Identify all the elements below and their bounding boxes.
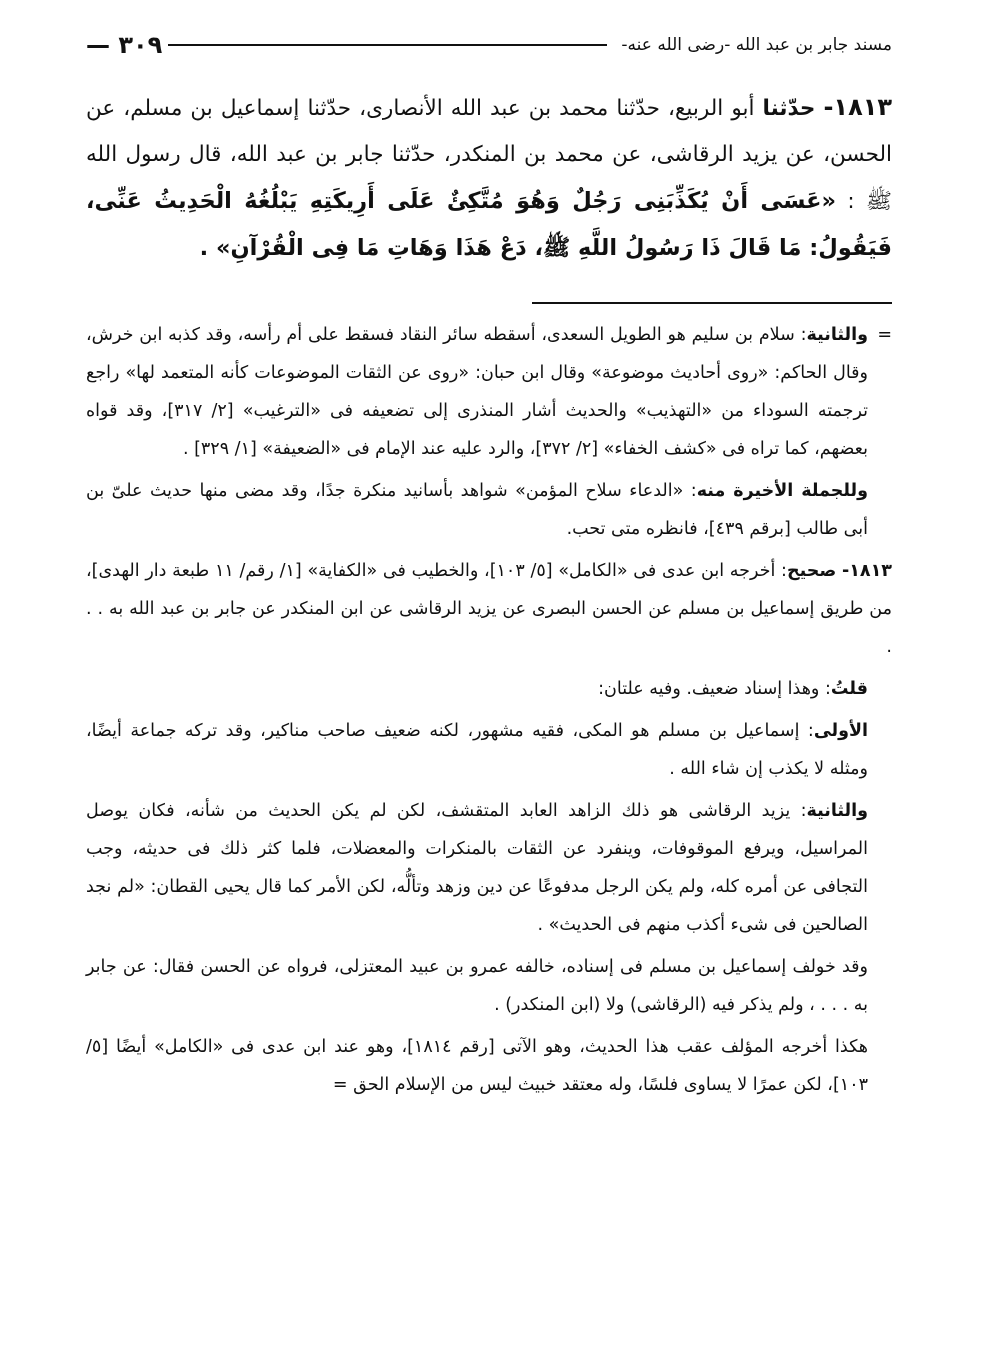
footnote-paragraph — [86, 316, 892, 468]
footnote-lead: الأولى — [813, 721, 868, 741]
footnote-paragraph — [86, 712, 892, 788]
hadith-block — [86, 84, 892, 272]
footnote-paragraph — [86, 792, 892, 944]
footnote-text: : أخرجه ابن عدى فى «الكامل» [٥/ ١٠٣]، والخطيب فى «الكفاية» [١/ رقم/ ١١ طبعة دار الهدى]، من طريق إسماعيل بن مسلم عن الحسن البصرى عن يزيد الرقاشى عن ابن المنكدر عن جابر بن عبد الله به . . . — [86, 561, 892, 657]
footnote-paragraph — [86, 472, 892, 548]
hadith-isnad: أبو الربيع، حدّثنا محمد بن عبد الله الأنصارى، حدّثنا إسماعيل بن مسلم، عن الحسن، عن يزيد الرقاشى، عن محمد بن المنكدر، حدّثنا جابر بن عبد الله، قال رسول الله ﷺ : — [86, 96, 892, 214]
running-title: مسند جابر بن عبد الله -رضى الله عنه- — [621, 35, 892, 55]
footnote-paragraph — [86, 1028, 892, 1104]
footnote-paragraph — [86, 948, 892, 1024]
footnote-lead: والثانية — [806, 801, 868, 821]
footnote-lead: وللجملة الأخيرة منه — [696, 481, 868, 501]
header-rule — [168, 44, 607, 46]
footnote-text: : يزيد الرقاشى هو ذلك الزاهد العابد المتقشف، لكن لم يكن الحديث من شأنه، فكان يوصل المراسيل، ويرفع الموقوفات، وينفرد عن الثقات بالمنكرات والمعضلات، فلما كثر ذلك فى حديثه، وجب التجافى عن أمره كله، ولم يكن الرجل مدفوعًا عن دين وزهد وتألُّه، لكن الأمر كما قال يحيى القطان: «لم نجد الصالحين فى شىء أكذب منهم فى الحديث» . — [86, 801, 868, 935]
hadith-matn: «عَسَى أَنْ يُكَذِّبَنِى رَجُلٌ وَهُوَ مُتَّكِئٌ عَلَى أَرِيكَتِهِ يَبْلُغُهُ الْحَدِيثُ عَنِّى، فَيَقُولُ: مَا قَالَ ذَا رَسُولُ اللَّهِ ﷺ، دَعْ هَذَا وَهَاتِ مَا فِى الْقُرْآنِ» . — [86, 188, 892, 261]
page-number: ٣٠٩ — — [86, 31, 163, 59]
footnote-text: : سلام بن سليم هو الطويل السعدى، أسقطه سائر النقاد فسقط على أم رأسه، وقد كذبه ابن خرش، وقال الحاكم: «روى أحاديث موضوعة» وقال ابن حبان: «روى عن الثقات الموضوعات كأنه المتعمد لها» راجع ترجمته السوداء من «التهذيب» والحديث أشار المنذرى إلى تضعيفه فى «الترغيب» [٢/ ٣١٧]، وقد قواه بعضهم، كما تراه فى «كشف الخفاء» [٢/ ٣٧٢]، والرد عليه عند الإمام فى «الضعيفة» [١/ ٣٢٩] . — [86, 325, 868, 459]
takhrij-paragraph — [86, 552, 892, 666]
footnote-lead: والثانية — [806, 325, 868, 345]
footnote-text: وقد خولف إسماعيل بن مسلم فى إسناده، خالفه عمرو بن عبيد المعتزلى، فرواه عن الحسن فقال: عن جابر به . . . ، ولم يذكر فيه (الرقاشى) ولا (ابن المنكدر) . — [86, 957, 868, 1015]
continuation-mark: = — [877, 325, 892, 345]
footnote-paragraph — [86, 670, 892, 708]
takhrij-number: ١٨١٣- — [841, 561, 892, 581]
footnote-text: : وهذا إسناد ضعيف. وفيه علتان: — [598, 679, 831, 699]
running-header — [86, 28, 892, 62]
grade-label: صحيح — [786, 561, 837, 581]
footnote-separator — [532, 302, 892, 304]
footnote-text: هكذا أخرجه المؤلف عقب هذا الحديث، وهو الآتى [رقم ١٨١٤]، وهو عند ابن عدى فى «الكامل» أيضًا [٥/ ١٠٣]، لكن عمرًا لا يساوى فلسًا، وله معتقد خبيث ليس من الإسلام الحق = — [86, 1037, 868, 1095]
footnote-lead: قلتُ — [830, 679, 868, 699]
footnote-text: : «الدعاء سلاح المؤمن» شواهد بأسانيد منكرة جدًا، وقد مضى منها حديث علىّ بن أبى طالب [برقم ٤٣٩]، فانظره متى تحب. — [86, 481, 868, 539]
footnote-text: : إسماعيل بن مسلم هو المكى، فقيه مشهور، لكنه ضعيف صاحب مناكير، وقد تركه جماعة أيضًا، ومثله لا يكذب إن شاء الله . — [86, 721, 868, 779]
footnotes — [86, 316, 892, 1104]
hadith-lead: حدّثنا — [762, 96, 816, 121]
hadith-number: ١٨١٣- — [823, 93, 893, 121]
